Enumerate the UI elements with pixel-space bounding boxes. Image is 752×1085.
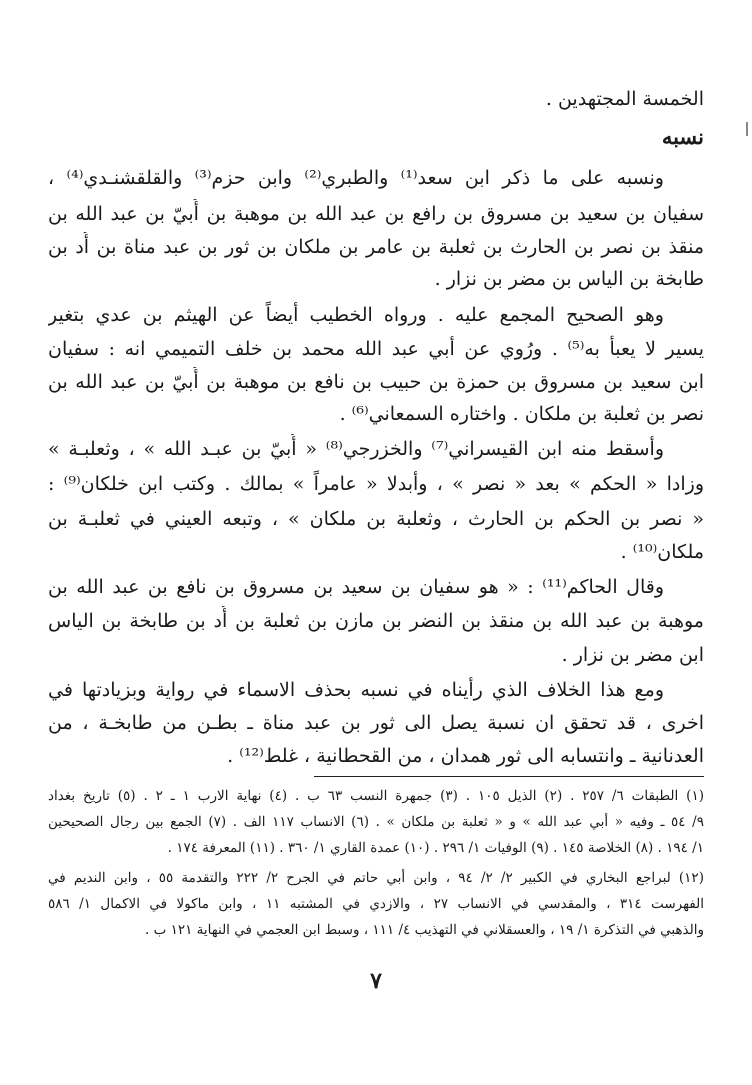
margin-mark [746,122,748,136]
footnote-line: (١٢) لبراجع البخاري في الكبير ٢/ ٢/ ٩٤ ، وابن أبي حاتم في الجرح ٢/ ٢٢٢ والتقدمة ٥٥ ، وابن النديم في [48,870,704,886]
body-line: العدنانية ـ وانتسابه الى ثور همدان ، من القحطانية ، غلط⁽¹²⁾ . [227,745,704,767]
footnote-line: ١/ ١٩٤ . (٨) الخلاصة ١٤٥ . (٩) الوفيات ١/ ٢٩٦ . (١٠) عمدة القاري ١/ ٣٦٠ . (١١) المعرفة ١٧٤ . [167,840,704,856]
intro-line: الخمسة المجتهدين . [545,88,704,110]
body-line: سفيان بن سعيد بن مسروق بن رافع بن عبد الله بن موهبة بن أُبيّ بن عبد الله بن [48,203,704,225]
body-line: ومع هذا الخلاف الذي رأيناه في نسبه بحذف الاسماء في رواية وبزيادتها في [48,679,664,701]
footnote-line: والذهبي في التذكرة ١/ ١٩ ، والعسقلاني في التهذيب ٤/ ١١١ ، وسبط ابن العجمي في النهاية ١٢١ ب . [145,922,704,938]
footnote-divider [314,776,704,777]
page-number: ٧ [370,968,382,994]
body-line: طابخة بن الياس بن مضر بن نزار . [434,268,704,290]
body-line: منقذ بن نصر بن الحارث بن ثعلبة بن عامر بن ملكان بن ثور بن عبد مناة بن أُد بن [48,236,704,258]
body-line: وأسقط منه ابن القيسراني⁽⁷⁾ والخزرجي⁽⁸⁾ « أُبيّ بن عبـد الله » ، وثعلبـة » [48,438,664,460]
body-line: ابن سعيد بن مسروق بن حمزة بن حبيب بن نافع بن موهبة بن أُبيّ بن عبد الله بن [48,371,704,393]
footnote-line: ٩/ ٥٤ ـ وفيه « أبي عبد الله » و « ثعلبة بن ملكان » . (٦) الانساب ١١٧ الف . (٧) الجمع بين رجال الصحيحين [48,814,704,830]
section-heading: نسبه [661,124,704,149]
body-line: وزادا « الحكم » بعد « نصر » ، وأبدلا « عامراً » بمالك . وكتب ابن خلكان⁽⁹⁾ : [48,473,704,495]
body-line: نصر بن ثعلبة بن ملكان . واختاره السمعاني⁽⁶⁾ . [339,403,704,425]
body-line: وقال الحاكم⁽¹¹⁾ : « هو سفيان بن سعيد بن مسروق بن نافع بن عبد الله بن [48,576,664,598]
body-line: اخرى ، قد تحقق ان نسبة يصل الى ثور بن عبد مناة ـ بطـن من طابخـة ، من [48,712,704,734]
body-line: « نصر بن الحكم بن الحارث ، وثعلبة بن ملكان » ، وتبعه العيني في ثعلبـة بن [48,508,704,530]
body-line: موهبة بن عبد الله بن منقذ بن النضر بن مازن بن ثعلبة بن أُد بن طابخة بن الياس [48,610,704,632]
body-line: وهو الصحيح المجمع عليه . ورواه الخطيب أيضاً عن الهيثم بن عدي بتغير [48,304,664,326]
body-line: يسير لا يعبأ به⁽⁵⁾ . ورُوي عن أبي عبد الله محمد بن خلف التميمي انه : سفيان [48,338,704,360]
body-line: ملكان⁽¹⁰⁾ . [620,541,704,563]
footnote-line: (١) الطبقات ٦/ ٢٥٧ . (٢) الذيل ١٠٥ . (٣) جمهرة النسب ٦٣ ب . (٤) نهاية الارب ١ ـ ٢ . (٥) تاريخ بغداد [48,788,704,804]
body-line: ابن مضر بن نزار . [561,644,704,666]
footnote-line: الفهرست ٣١٤ ، والمقدسي في الانساب ٢٧ ، والازدي في المشتبه ١١ ، وابن ماكولا في الاكمال ١/ ٥٨٦ [48,896,704,912]
body-line: ونسبه على ما ذكر ابن سعد⁽¹⁾ والطبري⁽²⁾ وابن حزم⁽³⁾ والقلقشنـدي⁽⁴⁾ ، [48,167,664,189]
